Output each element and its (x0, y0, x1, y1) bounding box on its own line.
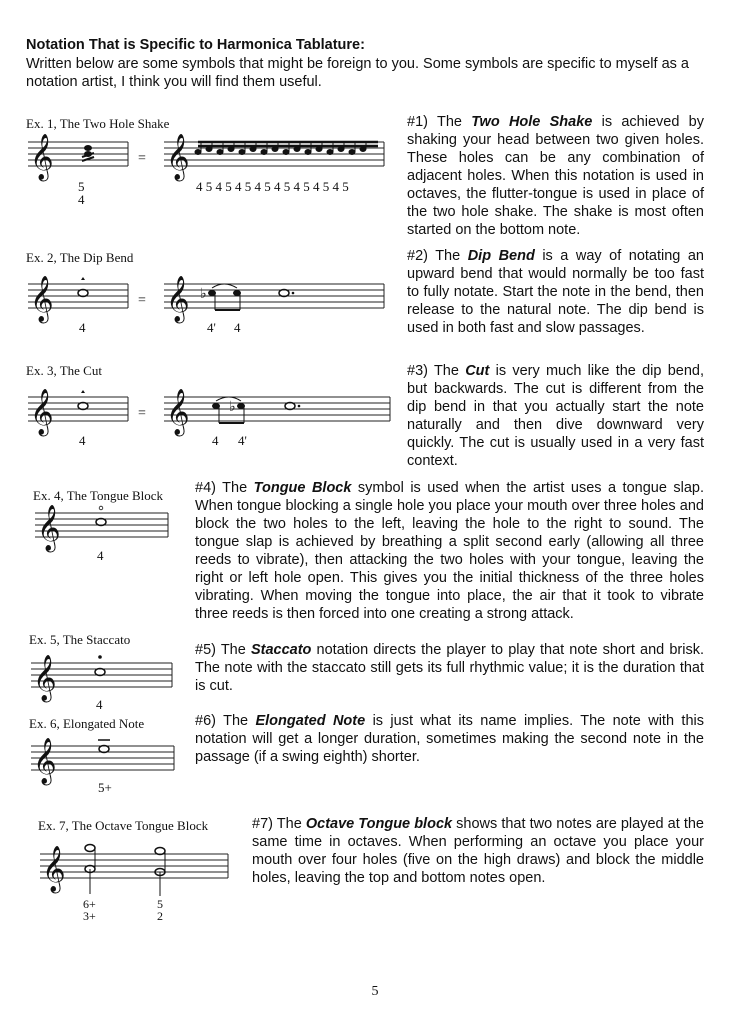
page-number: 5 (371, 984, 379, 999)
ex6-tab: 5+ (98, 780, 112, 795)
ex1-tab-bottom: 4 (78, 192, 85, 207)
ex2-tab-left: 4 (79, 320, 86, 335)
page-heading: Notation That is Specific to Harmonica Tablature: (26, 37, 365, 53)
svg-text:𝄞: 𝄞 (30, 276, 54, 321)
ex5-description: #5) The Staccato notation directs the player to play that note short and brisk. The note with the staccato still gets its full rhythmic value; it is the duration that is cut. (195, 642, 704, 694)
svg-text:𝄞: 𝄞 (30, 389, 54, 434)
ex5-term: Staccato (250, 642, 312, 658)
ex7-term: Octave Tongue block (305, 816, 453, 832)
ex1-label: Ex. 1, The Two Hole Shake (26, 116, 170, 131)
svg-text:𝄞: 𝄞 (42, 846, 66, 891)
ex7-tab-2-top: 5 (157, 897, 163, 911)
ex7-tab-1-bottom: 3+ (83, 909, 96, 923)
ex2-label: Ex. 2, The Dip Bend (26, 250, 134, 265)
ex2-notation (26, 270, 388, 340)
svg-text:𝄞: 𝄞 (166, 389, 190, 434)
svg-text:𝄞: 𝄞 (33, 655, 57, 700)
ex6-description: #6) The Elongated Note is just what its name implies. The note with this notation will get a longer duration, sometimes making the second note in the passage (if a swing eighth) shorter. (195, 713, 704, 765)
svg-text:𝄞: 𝄞 (33, 738, 57, 783)
svg-text:𝄞: 𝄞 (166, 276, 190, 321)
ex2-tab-right-1: 4' (207, 320, 216, 335)
ex1-term: Two Hole Shake (471, 114, 593, 130)
ex1-description: #1) The Two Hole Shake is achieved by shaking your head between two given holes. These holes can be any combination of adjacent holes. When this notation is used in octaves, the flutter-tongue is used in place of the two hole shake. The shake is most often started on the bottom note. (407, 114, 704, 238)
ex3-label: Ex. 3, The Cut (26, 363, 102, 378)
ex7-tab-1-top: 6+ (83, 897, 96, 911)
ex2-description: #2) The Dip Bend is a way of notating an upward bend that would normally be too fast to fully notate. Start the note in the bend, then release to the natural note. The dip bend is used in both fast and slow passages. (407, 248, 704, 336)
ex4-label: Ex. 4, The Tongue Block (33, 488, 164, 503)
ex2-tab-right-2: 4 (234, 320, 241, 335)
svg-text:♭: ♭ (229, 400, 236, 415)
ex1-tab-top: 5 (78, 179, 85, 194)
ex3-equals: = (138, 406, 146, 421)
svg-text:𝄞: 𝄞 (37, 505, 61, 550)
ex4-notation (33, 503, 173, 569)
ex1-equals: = (138, 151, 146, 166)
ex7-label: Ex. 7, The Octave Tongue Block (38, 818, 209, 833)
ex2-equals: = (138, 293, 146, 308)
ex1-tab-right: 4 5 4 5 4 5 4 5 4 5 4 5 4 5 4 5 (196, 179, 349, 194)
svg-text:𝄞: 𝄞 (30, 134, 54, 179)
ex5-label: Ex. 5, The Staccato (29, 632, 131, 647)
ex5-notation (29, 653, 177, 713)
svg-text:♭: ♭ (200, 287, 207, 302)
ex3-tab-right-1: 4 (212, 433, 219, 448)
ex7-description: #7) The Octave Tongue block shows that two notes are played at the same time in octaves. When performing an octave you place your mouth over four holes (five on the high draws) and block the middle holes, leaving the top and bottom notes open. (252, 816, 704, 886)
ex5-tab: 4 (96, 697, 103, 712)
ex2-term: Dip Bend (467, 248, 535, 264)
intro-text: Written below are some symbols that might be foreign to you. Some symbols are specific to myself as a notation artist, I think you will find them useful. (26, 56, 689, 90)
ex4-description: #4) The Tongue Block symbol is used when the artist uses a tongue slap. When tongue blocking a single hole you place your mouth over three holes and block the two holes to the left, leaving the hole to the right to sound. The tongue slap is achieved by breathing a split second early (allowing all three reeds to vibrate), then attacking the two holes with your tongue, leaving the right or left hole open. This gives you the initial thickness of the three holes vibrating. When moving the tongue into place, the air that it took to vibrate three reeds is then forced into one creating a strong attack. (195, 480, 704, 622)
ex4-term: Tongue Block (253, 480, 352, 496)
ex7-tab-2-bottom: 2 (157, 909, 163, 923)
svg-text:𝄞: 𝄞 (166, 134, 190, 179)
ex3-description: #3) The Cut is very much like the dip bend, but backwards. The cut is different from the dip bend in that you actually start the note naturally and then dive downward very quickly. The cut is usually used in a very fast context. (407, 363, 704, 469)
ex4-tab: 4 (97, 548, 104, 563)
ex3-tab-right-2: 4' (238, 433, 247, 448)
ex3-notation (26, 383, 396, 453)
ex6-term: Elongated Note (255, 713, 366, 729)
ex6-notation (29, 736, 179, 796)
ex1-notation (26, 136, 388, 216)
ex6-label: Ex. 6, Elongated Note (29, 716, 145, 731)
ex7-notation (38, 836, 238, 928)
ex3-term: Cut (465, 363, 490, 379)
ex3-tab-left: 4 (79, 433, 86, 448)
